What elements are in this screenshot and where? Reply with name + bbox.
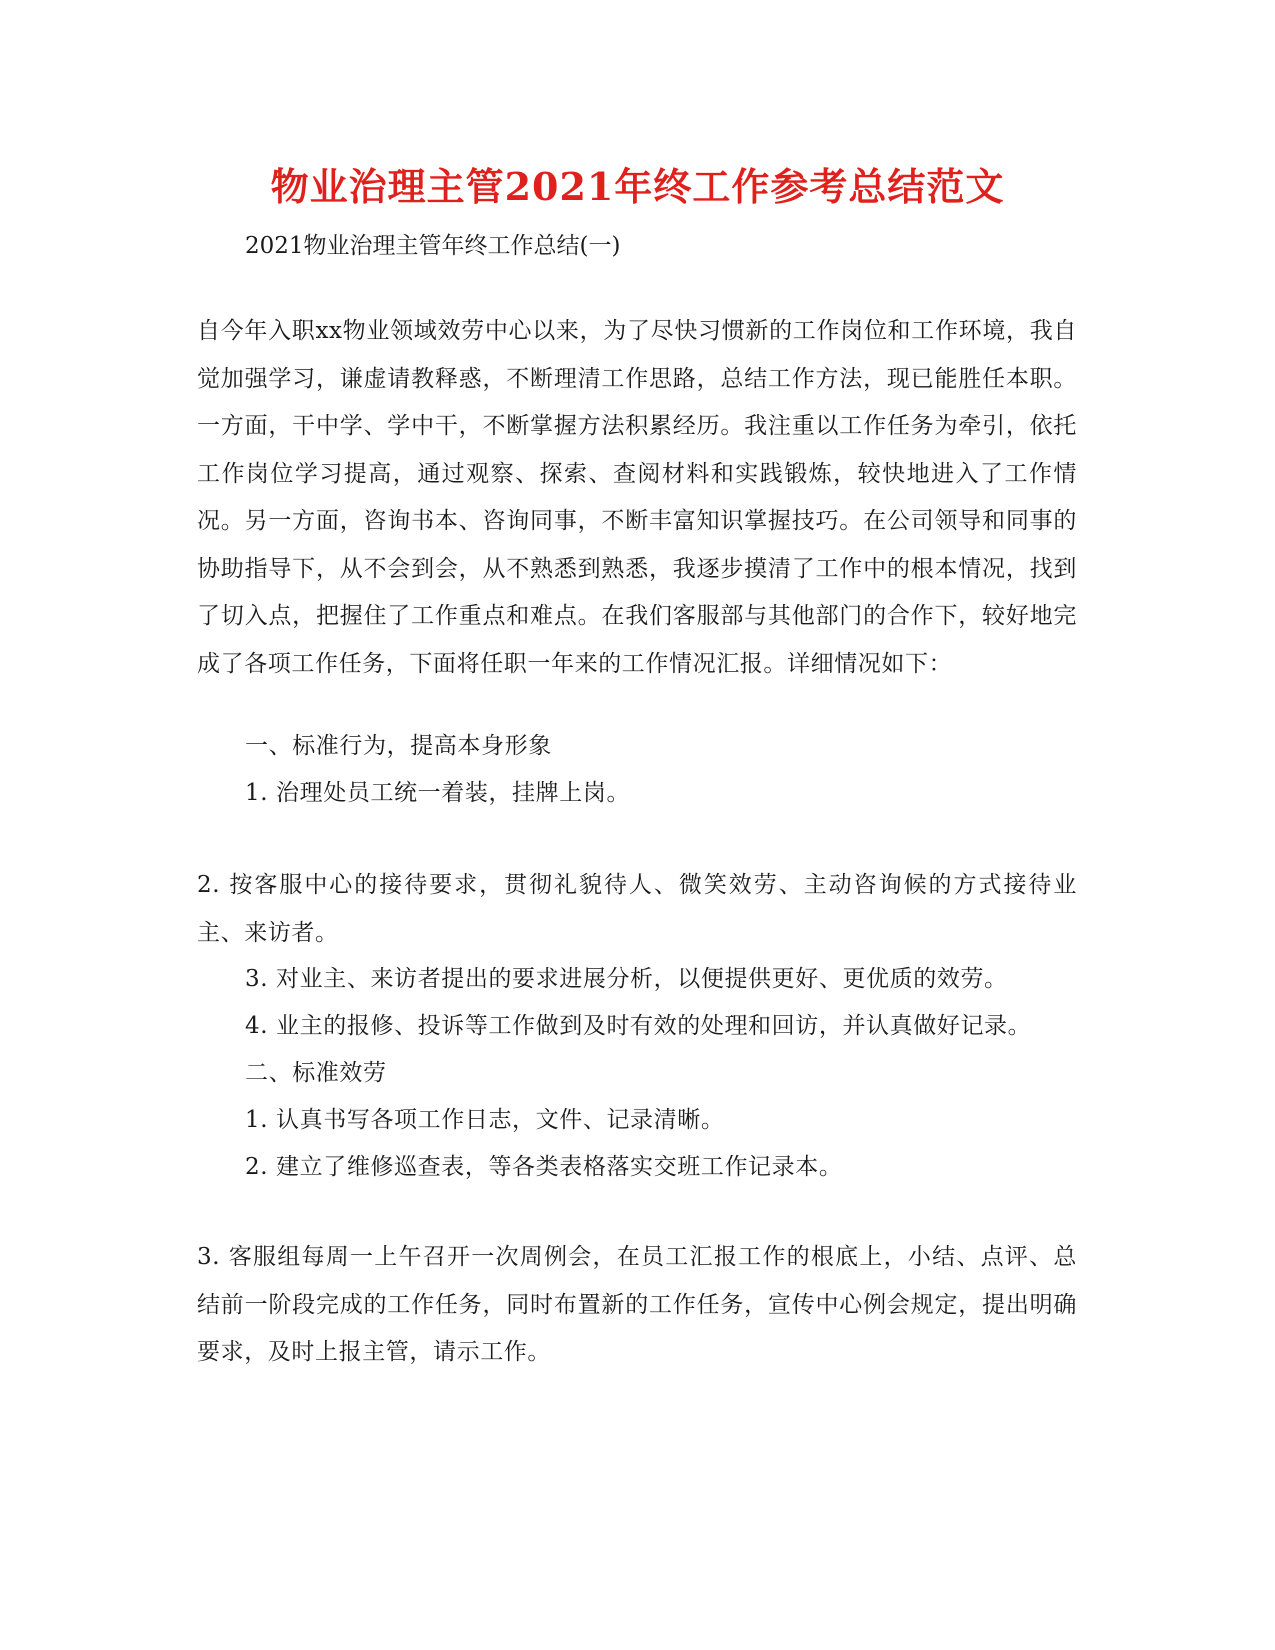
section-2-heading: 二、标准效劳 [245, 1060, 387, 1086]
section-1-item-1: 1. 治理处员工统一着装，挂牌上岗。 [245, 780, 631, 806]
section-2-item-2: 2. 建立了维修巡查表，等各类表格落实交班工作记录本。 [245, 1154, 843, 1180]
section-1-item-2: 2. 按客服中心的接待要求，贯彻礼貌待人、微笑效劳、主动咨询候的方式接待业主、来访者。 [197, 872, 1077, 946]
document-title: 物业治理主管2021年终工作参考总结范文 [270, 164, 1005, 209]
document-subtitle: 2021物业治理主管年终工作总结(一) [245, 233, 621, 259]
section-2-item-3: 3. 客服组每周一上午召开一次周例会，在员工汇报工作的根底上，小结、点评、总结前一阶段完成的工作任务，同时布置新的工作任务，宣传中心例会规定，提出明确要求，及时上报主管，请示工作。 [197, 1244, 1077, 1365]
section-1-item-3: 3. 对业主、来访者提出的要求进展分析，以便提供更好、更优质的效劳。 [245, 966, 1008, 992]
section-2-item-1: 1. 认真书写各项工作日志，文件、记录清晰。 [245, 1107, 725, 1133]
section-1-heading: 一、标准行为，提高本身形象 [245, 733, 552, 759]
section-1-item-4: 4. 业主的报修、投诉等工作做到及时有效的处理和回访，并认真做好记录。 [245, 1013, 1032, 1039]
intro-paragraph: 自今年入职xx物业领域效劳中心以来，为了尽快习惯新的工作岗位和工作环境，我自觉加强学习，谦虚请教释惑，不断理清工作思路，总结工作方法，现已能胜任本职。一方面，干中学、学中干，不断掌握方法积累经历。我注重以工作任务为牵引，依托工作岗位学习提高，通过观察、探索、查阅材料和实践锻炼，较快地进入了工作情况。另一方面，咨询书本、咨询同事，不断丰富知识掌握技巧。在公司领导和同事的协助指导下，从不会到会，从不熟悉到熟悉，我逐步摸清了工作中的根本情况，找到了切入点，把握住了工作重点和难点。在我们客服部与其他部门的合作下，较好地完成了各项工作任务，下面将任职一年来的工作情况汇报。详细情况如下： [197, 318, 1077, 677]
